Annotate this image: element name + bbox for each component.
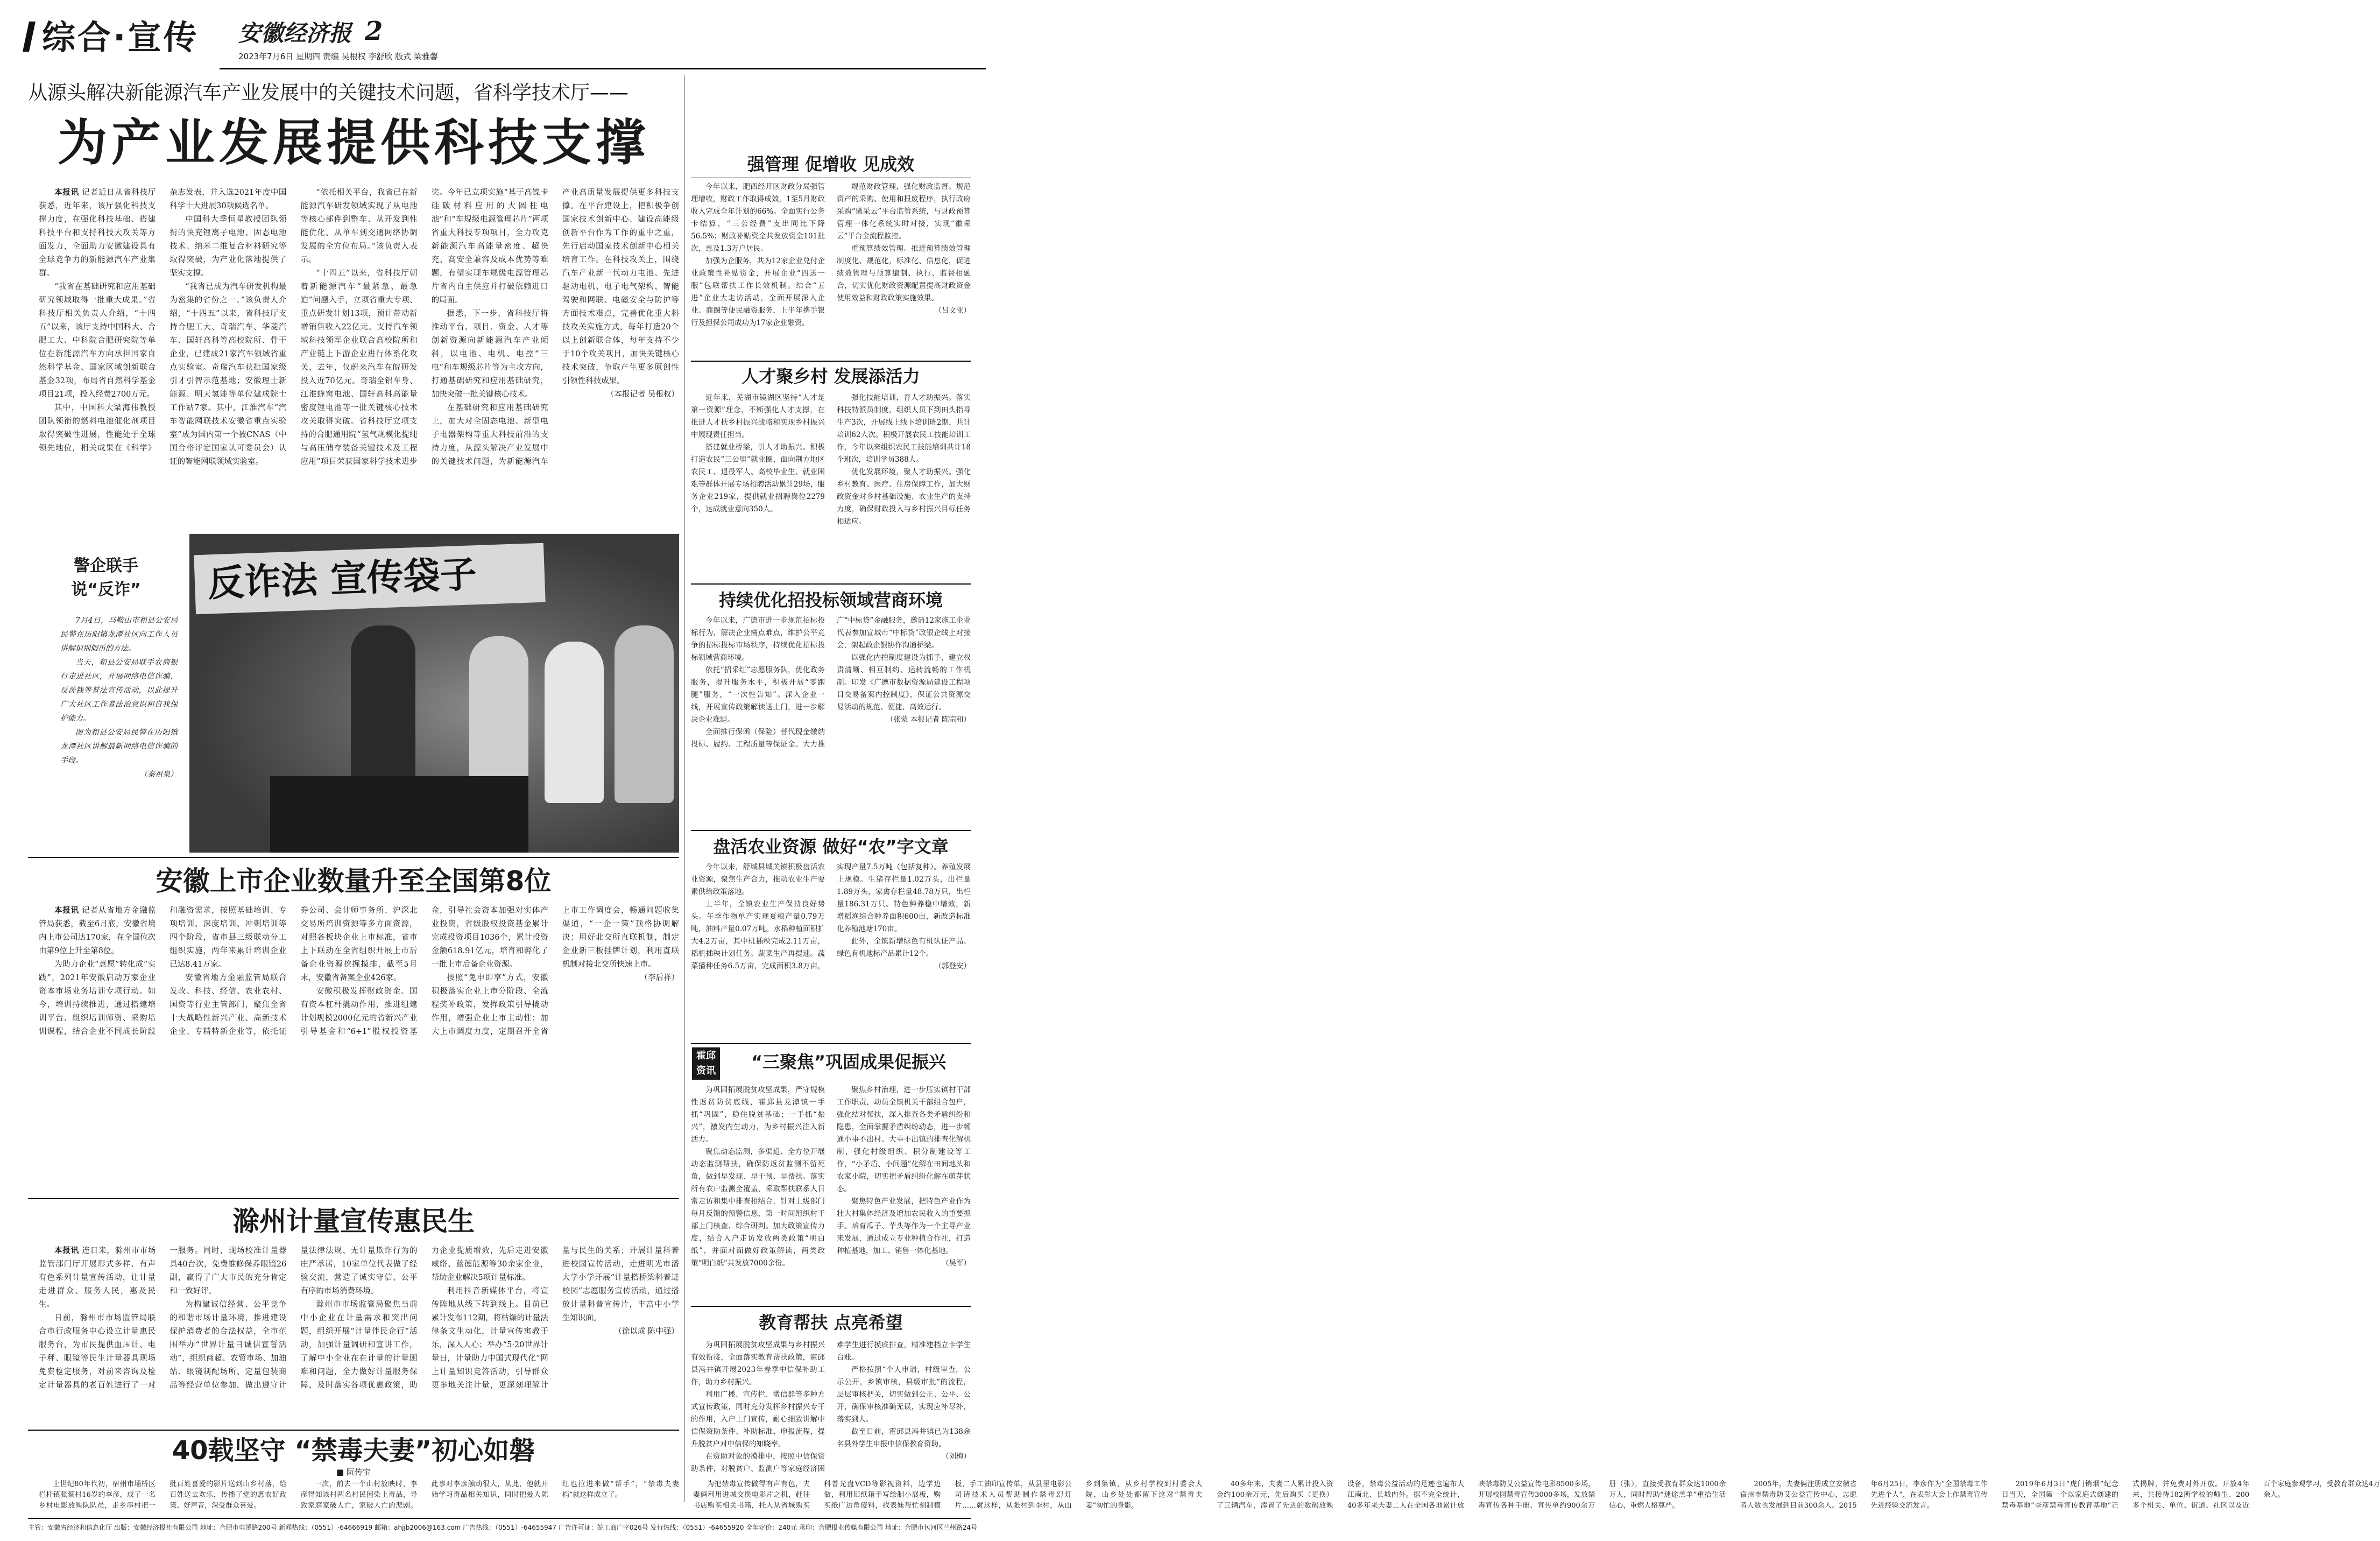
right-e-headline: “三聚焦”巩固成果促振兴 [751,1052,947,1072]
lead-para: “我省在基础研究和应用基础研究领域取得一批重大成果。”省科技厅相关负责人介绍，“十四五”以来，该厅支持中国科大、合肥工大、中科院合肥研究院等单位在新能源汽车方向承担国家自然科学基金、国家区域创新联合基金32项，布局省自然科学基金项目21项，投入经费2700万元。 [39,283,156,399]
photo-caption-text: 7月4日，马鞍山市和县公安局民警在历阳镇龙潭社区向工作人员讲解识别假币的方法。 当天，和县公安局联手农商银行走进社区，开展网络电信诈骗、反洗钱等普法宣传活动，以此提升广大社区工作者法治意识和自我保护能力。 图为和县公安局民警在历阳镇龙潭社区讲解最新网络电信诈骗的手段。 （秦祖泉） [60,614,178,840]
section-rule [691,361,971,362]
right-c-headline: 持续优化招投标领域营商环境 [718,590,943,610]
right-b-body: 近年来，芜湖市镜湖区坚持“人才是第一资源”理念，不断强化人才支撑，在推进人才扶乡村振兴战略和实现乡村振兴中展现责任担当。 搭建就业桥梁，引人才助振兴。积极打造农民“三公里”就业圈，面向荆方地区农民工、退役军人、高校毕业生、就业困难等群体开展专场招聘活动累计29场，服务企业219家，提供就业招聘岗位2279个，达成就业意向350人。 强化技能培训，育人才助振兴。落实科技特派员制度，组织人员下到田头指导生产3次，开展线上线下培训班2期，共计培训62人次。积极开展农民工技能培训工作，今年以来组织农民工技能培训共计18个班次，培训学员388人。 优化发展环境，聚人才助振兴。强化乡村教育、医疗、住房保障工作，加大财政资金对乡村基础设施、农业生产的支持力度，确保财政投入与乡村振兴目标任务相适应。 [691,393,971,526]
section-rule [28,1198,679,1199]
masthead-rule [220,68,986,69]
photo-figure [615,625,674,803]
chuzhou-headline: 滁州计量宣传惠民生 [232,1206,475,1237]
lead-headline: 为产业发展提供科技支撑 [57,114,649,172]
footer-imprint: 主管：安徽省经济和信息化厅 出版：安徽经济报社有限公司 地址：合肥市屯溪路200号 新闻热线：（0551）-64666919 邮箱：ahjjb2006@163.com 广告热线：（0551）-64655947 广告许可证：皖工商广字026号 发行热线：（0551）-64655920 全年定价：240元 承印：合肥报业传媒有限公司 地址：合肥市包河区兰州路24号 [28,1524,978,1531]
right-a-body: 今年以来，肥西经开区财政分局强管理增收，财政工作取得成效，1至5月财政收入完成全年计划的66%。全面实行公务卡结算，“三公经费”支出同比下降56.5%；财政补贴资金共发放资金101批次，惠及1.3万户居民。 加强为企服务，共为12家企业兑付企业政策性补贴资金，开展企业“四送一服”包联帮扶工作长效机制。结合“五进”企业大走访活动，全面开展深入企业、商圈等便民融资服务，上半年携手银行及担保公司成功为17家企业融资。 规范财政管理，强化财政监督。规范资产的采购、使用和报废程序，执行政府采购“徽采云”平台监管系统，与财政预算管理一体化系统实时对接，实现“徽采云”平台全流程监控。 重预算绩效管理。推进预算绩效管理制度化、规范化，标准化、信息化，促进绩效管理与预算编制、执行、监督相融合，切实优化财政资源配置提高财政资金使用效益和财政政策实施效果。 （吕文亚） [691,182,971,327]
page-number: 2 [365,16,383,46]
byline-tag: 本报讯 [54,188,79,197]
masthead-accent-bar [23,22,36,52]
lead-para: 中国科大季恒星教授团队领衔的快充锂离子电池、固态电池技术、纳米二维复合材料研究等取得突破，为产业化落地提供了坚实支撑。 [170,215,287,278]
couple-body: 上世纪80年代初，宿州市埇桥区栏杆镇张蔡村16岁的李彦，成了一名乡村电影放映队队员，走乡串村把一批百姓喜爱的影片送到山乡村落，给百姓送去欢乐，传播了党的惠农好政策、好声音，深受群众喜爱。 一次，前去一个山村放映时，李彦得知该村两名村民因染上毒品，导致家庭家破人亡，家破人亡的悲剧。此事对李彦触动很大，从此，他就开始学习毒品相关知识，同时把爱人陈红也拉进来做“帮手”，“禁毒夫妻档”就这样成立了。 为把禁毒宣传做得有声有色，夫妻俩利用进城交换电影片之机，赶往书店购买相关书籍，托人从省城购买科普光盘VCD等影视资料，边学边做，利用旧纸箱手写绘制小展板，购买纸广边角废料，找表妹帮忙刻制模板，手工油印宣传单，从县里电影公司请技术人员帮助制作禁毒幻灯片……就这样，从张村到李村，从山乡到集镇，从乡村学校到村委会大院，山乡处处都留下这对“禁毒夫妻”匆忙的身影。 40多年来，夫妻二人累计投入资金约100余万元，先后购买（更换）了三辆汽车，添置了先进的数码放映设备，禁毒公益活动的足迹也遍布大江南北、长城内外。据不完全统计，40多年来夫妻二人在全国各地累计放映禁毒防艾公益宣传电影8500多场，开展校园禁毒宣传3000多场，发放禁毒宣传各种手册、宣传单约900余万册（张），直接受教育群众达1000余万人，同时帮助“迷途羔羊”重拾生活信心，重燃人格尊严。 2005年，夫妻俩注册成立安徽省宿州市禁毒防艾公益宣传中心，志愿者人数也发展到目前300余人。2015年6月25日，李彦作为“全国禁毒工作先进个人”，在表彰大会上作禁毒宣传先进经验交流发言。 2019年6月3日“虎门销烟”纪念日当天，全国第一个以家庭式创建的禁毒基地“李彦禁毒宣传教育基地”正式揭牌，并免费对外开放。开放4年来，共接待182所学校的师生、200多个机关、单位、街道、社区以及近百个家庭参观学习，受教育群众达4万余人。 [39,1480,2380,1510]
photo-banner: 反诈法 宣传袋子 [194,543,545,615]
photo-credit: （秦祖泉） [140,770,178,779]
section-rule [691,583,971,585]
listed-credit: （李后祥） [640,974,679,982]
right-d-body: 今年以来，舒城县城关镇积极盘活农业资源，聚焦生产合力，推动农业生产要素供给政策落地。 上半年，全镇农业生产保持良好势头。午季作物单产实现夏粮产量0.79万吨，油料产量0.07万吨。水稻种植面积扩大4.2万亩，其中机插秧完成2.11万亩，稻机插秧计划任务。蔬菜生产再提速。蔬菜播种任务6.5万亩，完成面积3.8万亩，实现产量7.5万吨（包括复种）。养殖发展上规模。生猪存栏量1.02万头，出栏量1.89万头，家禽存栏量48.78万只，出栏量186.31万只。特色种养稳中增效，新增稻渔综合种养面积600亩，新改造标准化养殖池塘170亩。 此外，全镇新增绿色有机认证产品、绿色有机地标产品累计12个。 （郭登安） [691,861,971,1039]
lead-para: “依托相关平台，我省已在新能源汽车研发领域实现了从电池等核心部件到整车、从开发到性能优化、从单车到交通网络协调发展的全方位布局。”该负责人表示。 [300,188,418,264]
dateline: 2023年7月6日 星期四 责编 吴根权 李舒欣 版式 梁雅馨 [238,52,438,61]
right-f-headline: 教育帮扶 点亮希望 [759,1312,903,1333]
lead-para: “十四五”以来，省科技厅朝着新能源汽车“最紧急、最急迫”问题入手，立项省重大专项、重点研发计划13项，预计带动新增销售收入22亿元。支持汽车领域科技领军企业联合高校院所和产业链上下游企业进行体系化攻关，去年，仅蔚来汽车在皖研发投入近70亿元。奇瑞全铝车身、江淮蜂窝电池、国轩高科高能量密度锂电池等一批关键核心技术攻关取得突破。省科技厅立项支持的合肥通用院“氢气规模化提纯与高压储存装备关键技术及工程应用”项目荣获国家科学技术进步奖。今年已立项实施“基于高镍卡硅碳材料应用的大圆柱电池”和“车规级电源管理芯片”两项省重大科技专项项目，全力攻克新能源汽车高能量密度、超快充、高安全兼容及成本优势等难题，有望实现车规级电源管理芯片省内自主供应并打破依赖进口的局面。 [300,188,548,466]
right-d-headline: 盘活农业资源 做好“农”字文章 [713,836,949,857]
photo-figure [545,642,604,803]
news-photo [189,534,679,853]
footer-rule [28,1518,971,1519]
chuzhou-body: 本报讯 连日来，滁州市市场监管部门厅开展形式多样、有声有色系列计量宣传活动，让计量走进群众、服务人民，惠及民生。 日前，滁州市市场监管局联合市行政服务中心设立计量惠民服务台，为市民提供血压计、电子秤、眼镜等民生计量器具现场免费检定服务，对前来咨询及检定计量器具的老百姓进行了一对一服务。同时，现场校准计量器具40台次，免费维修保养眼镜26副，赢得了广大市民的充分肯定和一致好评。 为构建诚信经营、公平竞争的和谐市场计量环境，推进建设保护消费者的合法权益，全市范围举办“世界计量日诚信宣誓活动”，组织商超、农贸市场、加油站、眼镜制配场所、定量包装商品等经营单位参加，做出遵守计量法律法规、无计量欺诈行为的庄严承诺，10家单位代表做了经验交流，营造了诚实守信、公平有序的市场消费环境。 滁州市市场监管局聚焦当前中小企业在计量需求和突出问题，组织开展“计量伴民企行”活动，加强计量调研和宣讲工作，了解中小企业在在计量的计量困难和问题，全力做好计量服务保障，及时落实各项优惠政策，助力企业提质增效，先后走进安徽威络、蓝德能源等30余家企业，帮助企业解决5项计量标准。 利用抖音新媒体平台，将宣传阵地从线下转到线上。目前已累计发布112期，将枯燥的计量法律条文生动化，计量宣传寓教于乐，深入人心；举办“5·20世界计量日，计量助力中国式现代化”网上计量知识竞答活动，引导群众更多地关注计量，更深刻理解计量与民生的关系；开展计量科普进校园宣传活动，走进明光市潘大学小学开展“计量搭桥梁科普进校园”志愿服务宣传活动，通过播放计量科普宣传片，丰富中小学生知识面。 （徐以成 陈中强） [39,1247,679,1390]
right-e-body: 为巩固拓展脱贫攻坚成果，严守规模性返贫防贫底线，霍邱县龙潭镇一手抓“巩固”，稳住脱贫基础；一手抓“振兴”，激发内生动力，为乡村振兴注入新活力。 聚焦动态监测，多渠道、全方位开展动态监测帮扶，确保防返贫监测不留死角，做到早发现、早干预、早帮扶。落实所有农户监测全覆盖，采取帮扶联系人日常走访和集中排查相结合，针对上级部门每月反馈的预警信息，第一时间组织村干部上门核查、综合研判。加大政策宣传力度，结合入户走访发放两类政策“明白纸”，并面对面做好政策解读，两类政策“明白纸”共发放7000余份。 聚焦乡村治理，进一步压实镇村干部工作职责，动员全镇机关干部组合包户，强化结对帮扶，深入排查各类矛盾纠纷和隐患，全面掌握矛盾纠纷动态，进一步畅通小事不出村、大事不出镇的排查化解机制，强化村级组织、积分制建设等工作，“小矛盾、小问题”化解在田间地头和农家小院，切实把矛盾纠纷化解在萌芽状态。 聚焦特色产业发展，把特色产业作为壮大村集体经济及增加农民收入的重要抓手。培育瓜子、芋头等作为一个主导产业来发展，通过成立专业种植合作社，打造种植基地，加工、销售一体化基地。 （吴军） [691,1084,971,1301]
right-e-credit: （吴军） [942,1259,971,1268]
lead-body [39,186,679,521]
section-rule [691,1043,971,1044]
lead-para: 本报讯 记者近日从省科技厅获悉，近年来，该厅强化科技支撑力度，在强化科技基础、搭建科技平台和支持科技大攻关等方面发力，全面助力安徽建设具有全球竞争力的新能源汽车产业集群。 [39,188,156,278]
right-e-tag: 霍邱资讯 [692,1047,720,1080]
couple-author: ■ 阮传宝 [336,1467,371,1477]
section-rule [691,1306,971,1307]
right-f-credit: （刘梅） [942,1452,971,1461]
photo-figure [351,625,415,787]
right-a-headline: 强管理 促增收 见成效 [747,154,915,174]
right-a-credit: （吕文亚） [934,306,971,315]
photo-caption-title: 警企联手 说“反诈” [71,557,141,599]
right-f-body: 为巩固拓展脱贫攻坚成果与乡村振兴有效衔接，全面落实教育帮扶政策，霍邱县冯井镇开展2023年春季中信保补助工作，助力乡村振兴。 利用广播、宣传栏、微信群等多种方式宣传政策，同时充分发挥乡村振兴专干的作用，入户上门宣传，耐心细致讲解中信保资助条件、补助标准、申报流程，提升脱贫户对中信保的知晓率。 在资助对象的摸排中，按照中信保资助条件，对脱贫户、监测户等家庭经济困难学生进行摸底排查，精准建档立卡学生台账。 严格按照“个人申请，村级审查，公示公开，乡镇审核，县级审批”的流程，层层审核把关，切实做到公正、公平、公开，确保审核准确无误，实现应补尽补，落实到人。 截至目前，霍邱县冯井镇已为138余名县外学生申报中信保教育资助。 （刘梅） [691,1341,971,1473]
right-c-body: 今年以来，广德市进一步规范招标投标行为，解决企业痛点难点，维护公平竞争的招标投标市场秩序，持续优化招标投标领域营商环境。 依托“招采红”志愿服务队，优化政务服务，提升服务水平，积极开展“零跑腿”服务，“一次性告知”。深入企业一线，开展宣传政策解读送上门，进一步解决企业难题。 全面推行保函（保险）替代现金缴纳投标、履约、工程质量等保证金。大力推广“中标贷”金融服务，邀请12家施工企业代表参加宣城市“中标贷”政银企线上对接会，架起政企银协作沟通桥梁。 以强化内控制度建设为抓手，建立权责清晰、相互制约、运转流畅的工作机制。印发《广德市数据资源局建设工程项目交易备案内控制度》，保证公共资源交易活动的规范、便捷、高效运行。 （张蒙 本报记者 陈宗和） [691,616,971,749]
lead-para: 其中，中国科大梁海伟教授团队领衔的燃料电池催化剂项目取得突破性进展，性能处于全球领先地位，相关成果在《科学》杂志发表，并入选2021年度中国科学十大进展30项候选名单。 [39,188,287,453]
right-b-headline: 人才聚乡村 发展添活力 [741,366,920,386]
section-rule [691,830,971,831]
lead-para: 在基础研究和应用基础研究上，加大对全固态电池、新型电子电器架构等重大科技前沿的支持力度，从源头解决产业发展中的关键技术问题，为新能源汽车产业高质量发展提供更多科技支撑。在平台建设上，把积极争创国家技术创新中心、建设高能级创新平台作为工作的重中之重，先行启动国家技术创新中心相关培育工作。在科技攻关上，围绕汽车产业新一代动力电池、先进驱动电机、电子电气架构、智能驾驶和网联、电磁安全与防护等方面技术难点，完善优化重大科技攻关实施方式，每年打造20个以上创新联合体，每年支持不少于10个攻关项目，加快关键核心技术突破，争取产生更多原创性引领性科技成果。 [431,188,679,466]
listed-headline: 安徽上市企业数量升至全国第8位 [156,866,552,897]
lead-credit: （本报记者 吴根权） [606,390,679,399]
paper-name: 安徽经济报 [238,20,352,46]
right-c-credit: （张蒙 本报记者 陈宗和） [886,715,971,724]
masthead [26,12,986,71]
section-rule [28,857,679,858]
photo-figure [469,636,528,792]
listed-body: 本报讯 记者从省地方金融监管局获悉，截至6月底，安徽省境内上市公司达170家，在全国位次由第9位上升至第8位。 为助力企业“意愿”转化成“实践”，2021年安徽启动万家企业资本市场业务培训专项行动。如今，培训持续推进，通过搭建培训平台、组织培训师资、采购培训课程，结合企业不同成长阶段和融资需求，按照基础培训、专项培训、深度培训、冲刺培训等四个阶段，省市县三级联动分工组织实施，两年来累计培训企业已达8.41万家。 安徽省地方金融监管局联合发改、科技、经信、农业农村、国资等行业主管部门，聚焦全省十大战略性新兴产业、高新技术企业、专精特新企业等，依托证券公司、会计师事务所、沪深北交易所培训资源等多方面资源，对照各板块企业上市标准，省市上下联动在全省组织开展上市后备企业资源挖掘摸排，截至5月末，安徽省备案企业426家。 安徽积极发挥财政资金、国有资本杠杆撬动作用，推进组建计划规模2000亿元的省新兴产业引导基金和“6+1”股权投资基金，引导社会资本加强对实体产业投资，省级股权投资基金累计完成投资项目1036个，累计投资金额618.91亿元，培育和孵化了一批上市后备企业资源。 按照“免申即享”方式，安徽积极落实企业上市分阶段、全流程奖补政策，发挥政策引导撬动作用，增强企业上市主动性；加大上市调度力度，定期召开全省上市工作调度会，畅通问题收集渠道，“一企一策”顶格协调解决；用好北交所直联机制，制定企业新三板挂牌计划，利用直联机制对接北交所快速上市。 （李后祥） [39,906,679,1036]
section-rule [28,1430,679,1431]
lead-para: 据悉，下一步，省科技厅将推动平台、项目、资金、人才等创新资源向新能源汽车产业倾斜，以电池、电机、电控“三电”和车规级芯片等为主攻方向，打通基础研究和应用基础研究，加快突破一批关键核心技术。 [431,309,548,399]
lead-para: “我省已成为汽车研发机构最为密集的省份之一。”该负责人介绍，“十四五”以来，省科技厅支持合肥工大、奇瑞汽车、华菱汽车、国轩高科等高校院所、骨干企业，已建成21家汽车领域省重点实验室。奇瑞汽车获批国家级引才引智示范基地；安徽理士新能源、明天氢能等单位建成院士工作站7家。其中，江淮汽车“汽车智能网联技术安徽省重点实验室”成为国内第一个被CNAS（中国合格评定国家认可委员会）认证的智能网联领域实验室。 [170,283,287,466]
right-d-credit: （郭登安） [934,962,971,970]
column-divider [684,75,685,1502]
section-name: 综合·宣传 [42,18,199,57]
photo-table [270,776,528,853]
photo-caption-box [28,533,184,853]
lead-kicker: 从源头解决新能源汽车产业发展中的关键技术问题，省科学技术厅—— [28,82,629,104]
couple-headline: 40载坚守 “禁毒夫妻”初心如磐 [172,1436,535,1466]
chuzhou-credit: （徐以成 陈中强） [614,1327,679,1336]
